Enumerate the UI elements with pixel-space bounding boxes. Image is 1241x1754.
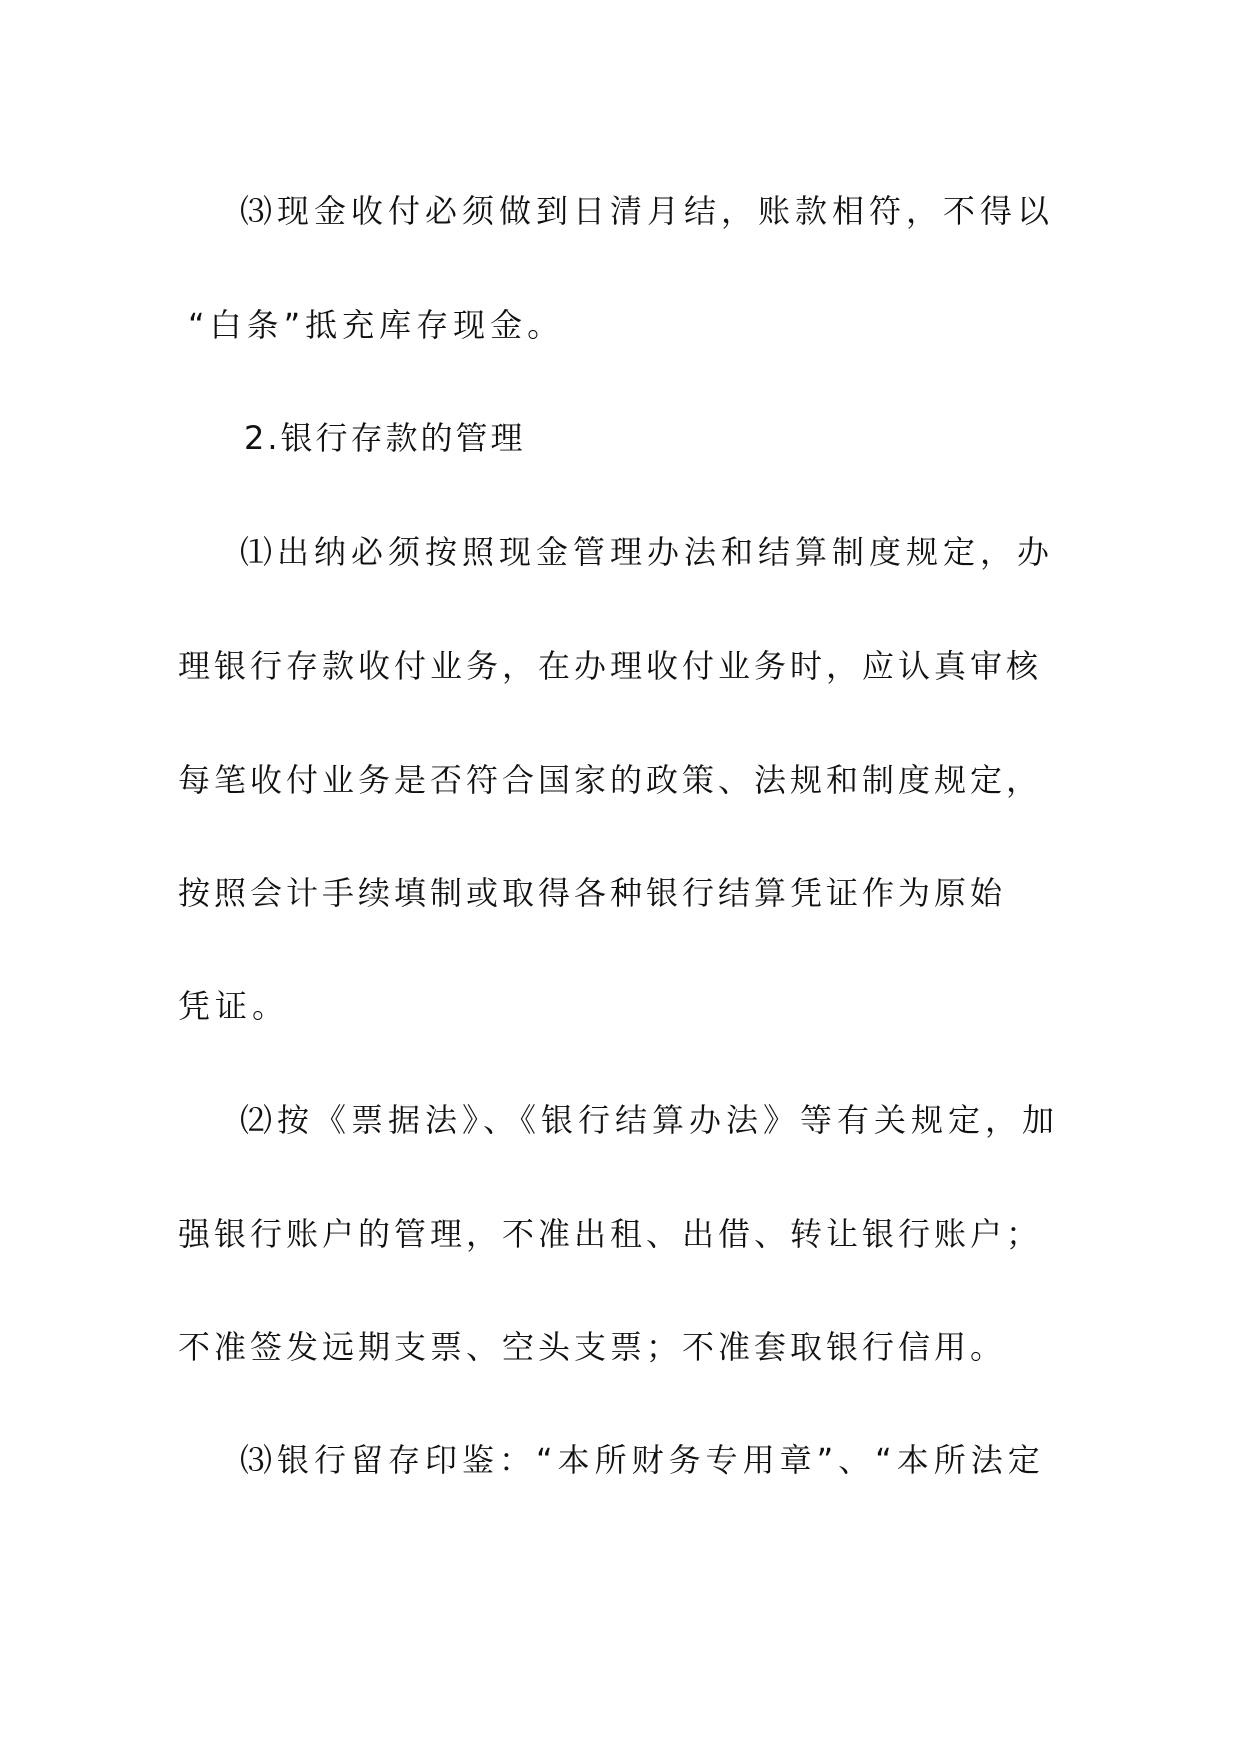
paragraph-line-11: 不准签发远期支票、空头支票；不准套取银行信用。: [178, 1328, 1007, 1366]
paragraph-line-10: 强银行账户的管理，不准出租、出借、转让银行账户；: [178, 1215, 1043, 1253]
paragraph-line-9: ⑵按《票据法》、《银行结算办法》等有关规定，加: [240, 1101, 1060, 1139]
paragraph-line-7: 按照会计手续填制或取得各种银行结算凭证作为原始: [178, 874, 1007, 912]
paragraph-line-5: 理银行存款收付业务，在办理收付业务时，应认真审核: [178, 647, 1043, 685]
section-heading-bank-deposit: 2.银行存款的管理: [244, 419, 526, 457]
paragraph-line-12: ⑶银行留存印鉴：“本所财务专用章”、“本所法定: [240, 1441, 1045, 1479]
paragraph-line-4: ⑴出纳必须按照现金管理办法和结算制度规定，办: [240, 533, 1055, 571]
paragraph-line-6: 每笔收付业务是否符合国家的政策、法规和制度规定，: [178, 761, 1043, 799]
paragraph-line-1: ⑶现金收付必须做到日清月结，账款相符，不得以: [240, 192, 1055, 230]
paragraph-line-2: “白条”抵充库存现金。: [188, 306, 565, 344]
paragraph-line-8: 凭证。: [178, 987, 290, 1025]
